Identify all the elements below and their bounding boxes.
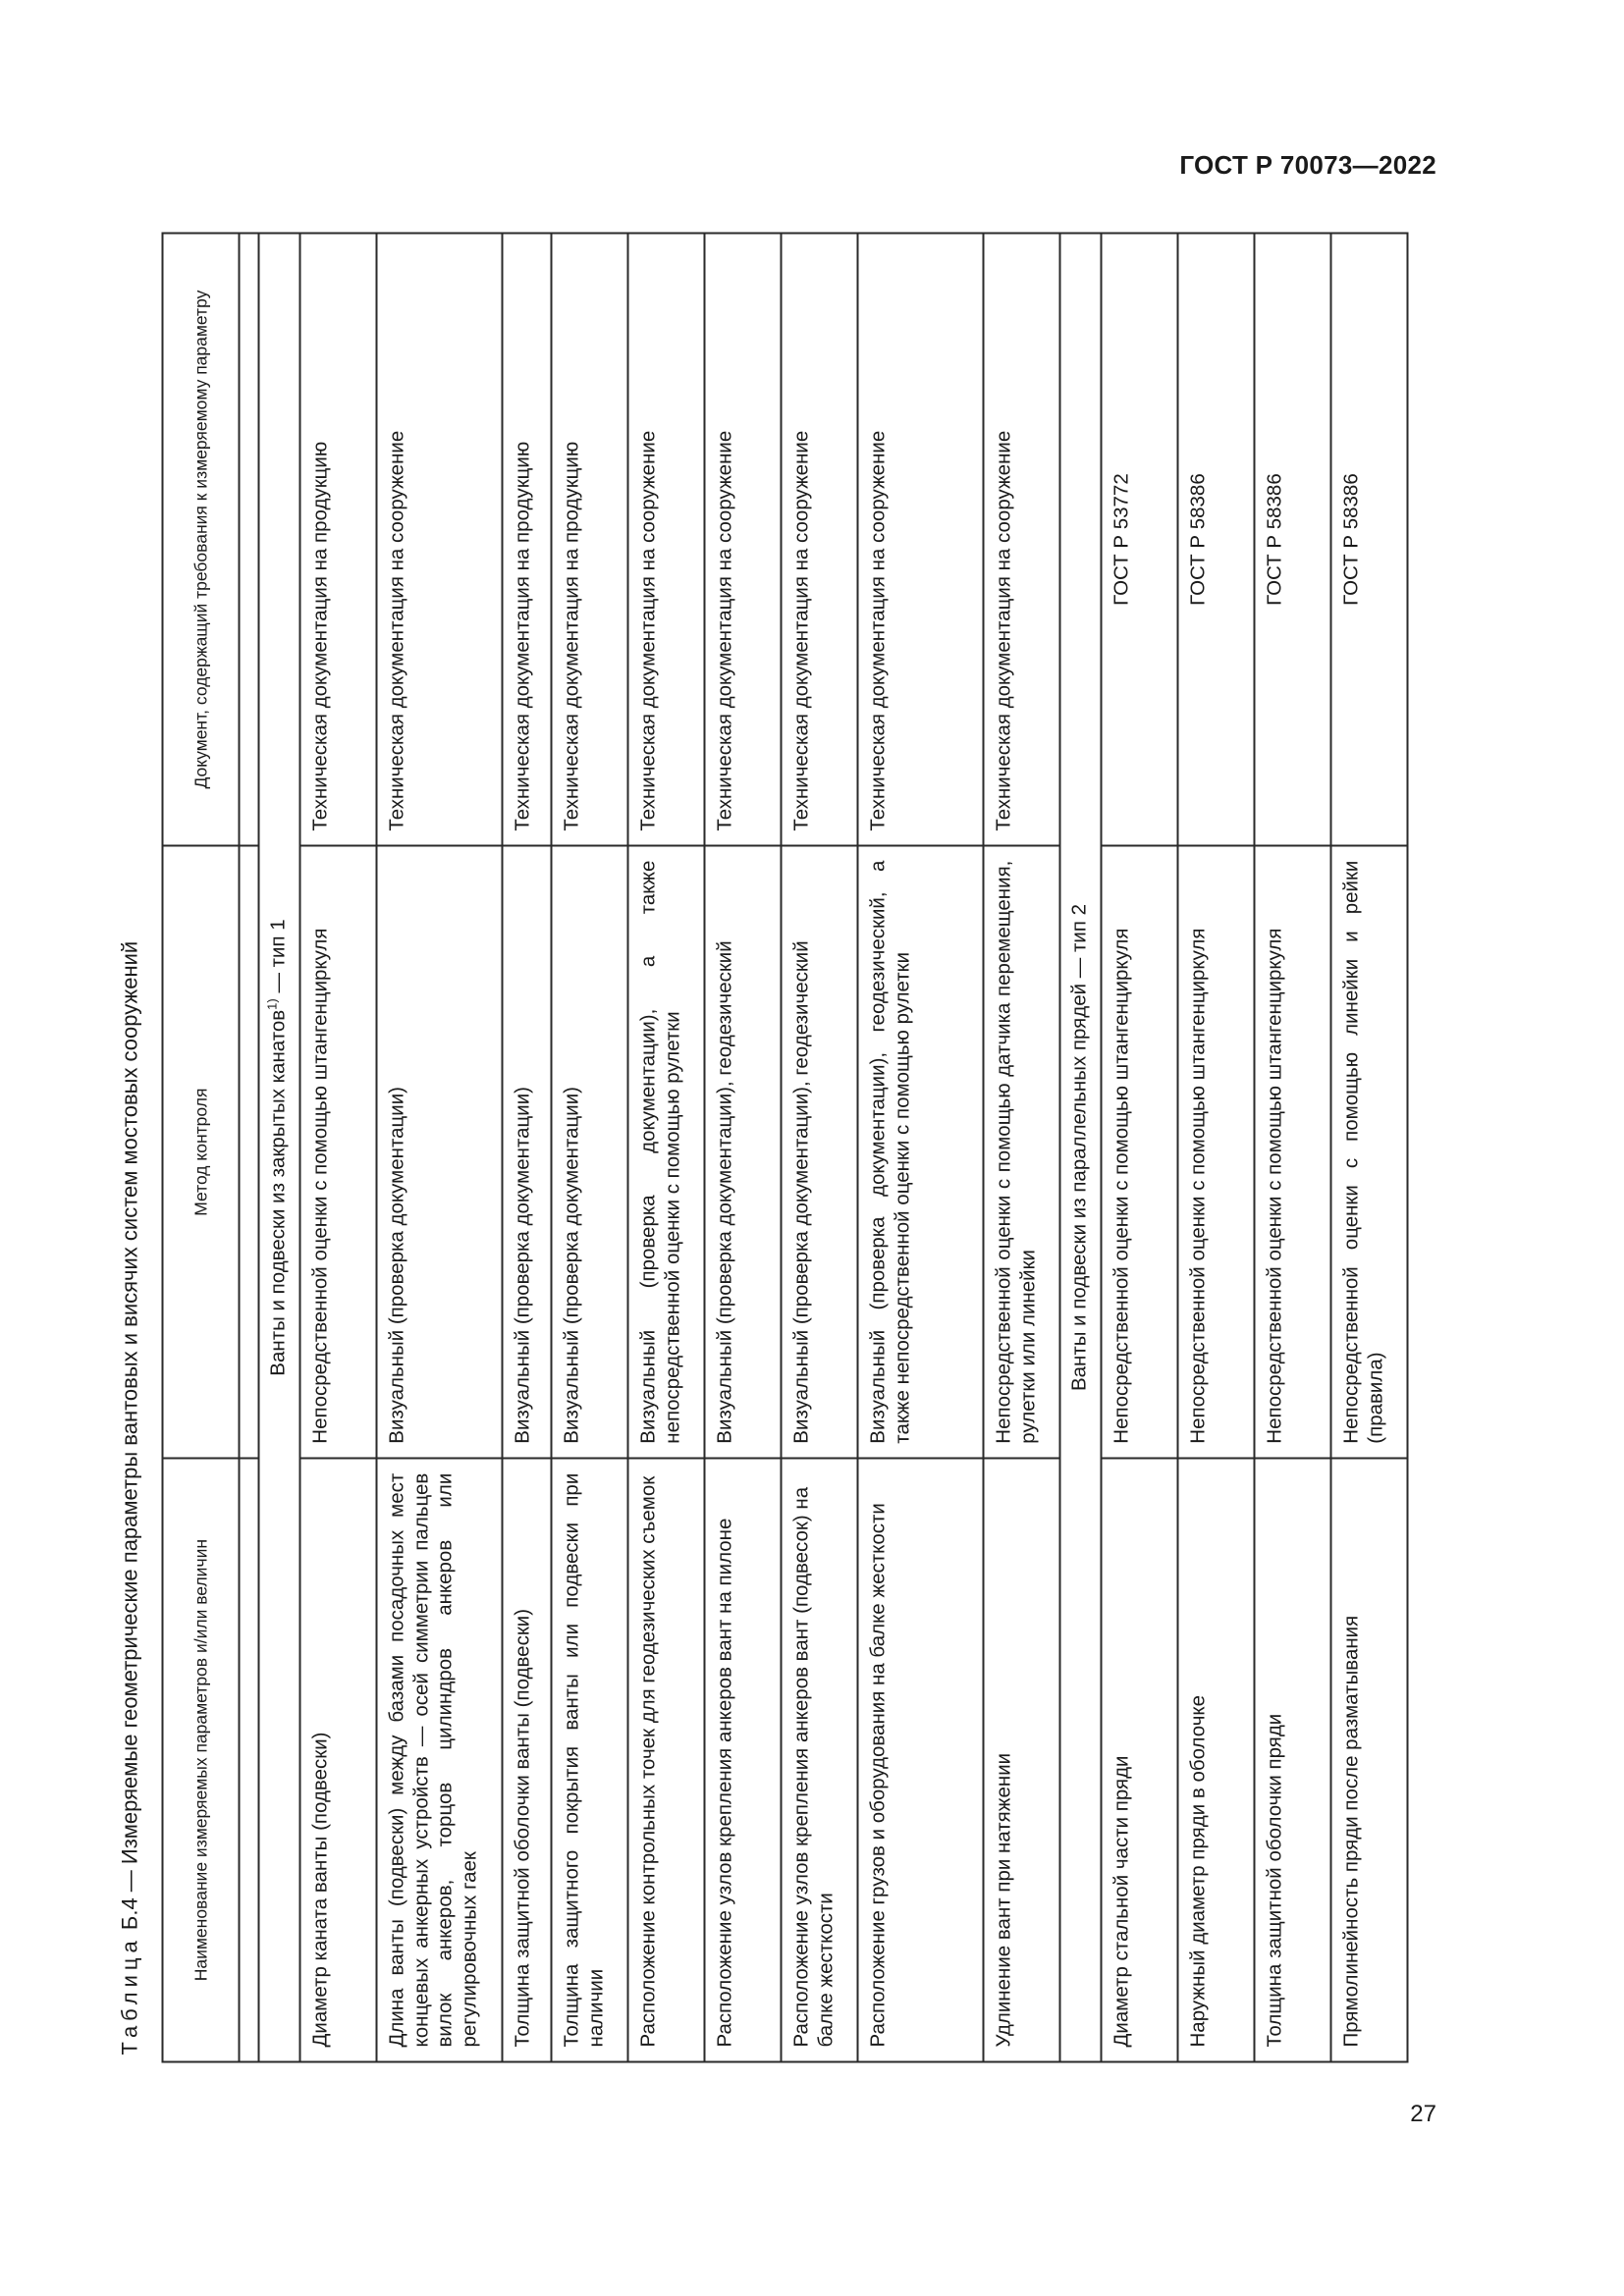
table-row: [300, 234, 377, 2062]
document-cell: Техническая документация на сооружение: [984, 234, 1060, 846]
method-cell: Визуальный (проверка документации), геодезический, а также непосредственной оценки с помощью рулетки: [858, 846, 984, 1459]
table-row: [705, 234, 782, 2062]
document-cell: Техническая документация на сооружение: [858, 234, 984, 846]
parameter-cell: Диаметр стальной части пряди: [1102, 1459, 1178, 2062]
parameter-cell: Наружный диаметр пряди в оболочке: [1178, 1459, 1255, 2062]
method-cell: Непосредственной оценки с помощью штангенциркуля: [1178, 846, 1255, 1459]
footnote-ref: 1): [264, 998, 280, 1010]
section-title-type-1: [259, 234, 300, 2062]
method-cell: Визуальный (проверка документации), геодезический: [705, 846, 782, 1459]
table-caption: [111, 233, 162, 2063]
parameters-table: [162, 233, 1409, 2063]
document-cell: Техническая документация на продукцию: [552, 234, 628, 846]
method-cell: Визуальный (проверка документации), а также непосредственной оценки с помощью рулетки: [628, 846, 705, 1459]
page-number: 27: [1410, 2101, 1436, 2127]
method-cell: Визуальный (проверка документации): [377, 846, 503, 1459]
table-row: [503, 234, 552, 2062]
section-title-type-2: Ванты и подвески из параллельных прядей — тип 2: [1060, 234, 1102, 2062]
table-caption-text: Б.4 — Измеряемые геометрические параметры вантовых и висячих систем мостовых сооружений: [117, 940, 142, 1931]
table-row: [1178, 234, 1255, 2062]
table-caption-label: Таблица: [117, 1936, 142, 2056]
table-row: [984, 234, 1060, 2062]
parameter-cell: Толщина защитной оболочки ванты (подвески): [503, 1459, 552, 2062]
document-cell: Техническая документация на сооружение: [782, 234, 858, 846]
parameter-cell: Расположение грузов и оборудования на балке жесткости: [858, 1459, 984, 2062]
column-header-document: Документ, содержащий требования к измеряемому параметру: [163, 234, 240, 846]
parameter-cell: Толщина защитного покрытия ванты или подвески при наличии: [552, 1459, 628, 2062]
method-cell: Непосредственной оценки с помощью штангенциркуля: [300, 846, 377, 1459]
parameter-cell: Длина ванты (подвески) между базами посадочных мест концевых анкерных устройств — осей симметрии пальцев вилок анкеров, торцов цилиндров анкеров или регулировочных гаек: [377, 1459, 503, 2062]
table-row: [782, 234, 858, 2062]
method-cell: Непосредственной оценки с помощью штангенциркуля: [1102, 846, 1178, 1459]
method-cell: Непосредственной оценки с помощью штангенциркуля: [1255, 846, 1331, 1459]
parameter-cell: Диаметр каната ванты (подвески): [300, 1459, 377, 2062]
table-row: [858, 234, 984, 2062]
table-header-row: [163, 234, 240, 2062]
document-cell: ГОСТ Р 58386: [1178, 234, 1255, 846]
section-1-suffix: — тип 1: [266, 919, 290, 999]
method-cell: Непосредственной оценки с помощью линейки и рейки (правила): [1331, 846, 1408, 1459]
method-cell: Непосредственной оценки с помощью датчика перемещения, рулетки или линейки: [984, 846, 1060, 1459]
document-cell: ГОСТ Р 58386: [1331, 234, 1408, 846]
method-cell: Визуальный (проверка документации): [552, 846, 628, 1459]
column-header-method: Метод контроля: [163, 846, 240, 1459]
table-row: [1102, 234, 1178, 2062]
table-row: [1331, 234, 1408, 2062]
rotated-table-block: [111, 233, 1403, 2063]
document-cell: Техническая документация на сооружение: [705, 234, 782, 846]
document-code: ГОСТ Р 70073—2022: [1179, 150, 1436, 180]
section-1-text: Ванты и подвески из закрытых канатов: [266, 1009, 290, 1376]
parameter-cell: Толщина защитной оболочки пряди: [1255, 1459, 1331, 2062]
table-row: [628, 234, 705, 2062]
document-cell: Техническая документация на сооружение: [628, 234, 705, 846]
method-cell: Визуальный (проверка документации), геодезический: [782, 846, 858, 1459]
parameter-cell: Прямолинейность пряди после разматывания: [1331, 1459, 1408, 2062]
parameter-cell: Расположение узлов крепления анкеров вант на пилоне: [705, 1459, 782, 2062]
parameter-cell: Удлинение вант при натяжении: [984, 1459, 1060, 2062]
document-cell: Техническая документация на продукцию: [503, 234, 552, 846]
table-row: [1255, 234, 1331, 2062]
document-cell: Техническая документация на сооружение: [377, 234, 503, 846]
parameter-cell: Расположение контрольных точек для геодезических съемок: [628, 1459, 705, 2062]
document-cell: ГОСТ Р 53772: [1102, 234, 1178, 846]
document-cell: ГОСТ Р 58386: [1255, 234, 1331, 846]
column-header-parameter: Наименование измеряемых параметров и/или величин: [163, 1459, 240, 2062]
section-row-type-2: [1060, 234, 1102, 2062]
table-row: [377, 234, 503, 2062]
section-row-type-1: [259, 234, 300, 2062]
table-row: [552, 234, 628, 2062]
parameter-cell: Расположение узлов крепления анкеров вант (подвесок) на балке жесткости: [782, 1459, 858, 2062]
table-spacer-row: [240, 234, 259, 2062]
method-cell: Визуальный (проверка документации): [503, 846, 552, 1459]
document-cell: Техническая документация на продукцию: [300, 234, 377, 846]
